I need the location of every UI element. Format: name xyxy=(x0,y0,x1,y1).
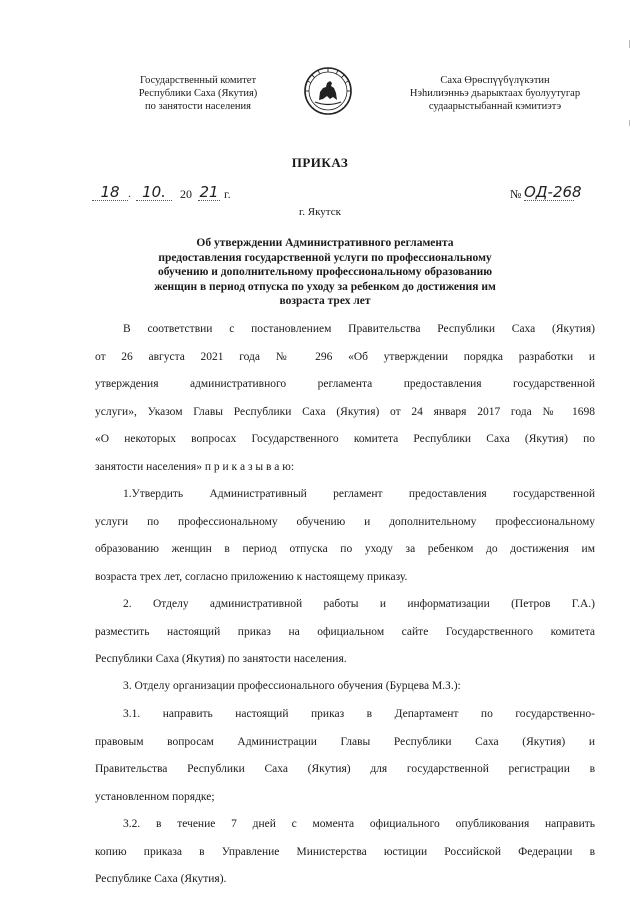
subject-line: предоставления государственной услуги по профессиональному xyxy=(158,251,492,264)
text-line: 1.Утвердить Административный регламент предоставления государственной xyxy=(123,488,595,500)
date-century: 20 xyxy=(180,187,192,201)
subject-line: обучению и дополнительному профессиональному образованию xyxy=(157,266,493,279)
preamble-paragraph xyxy=(95,316,595,481)
text-line: возраста трех лет, согласно приложению к настоящему приказу. xyxy=(95,570,408,583)
scan-edge-mark xyxy=(629,120,630,126)
text-line: 3. Отделу организации профессионального обучения (Бурцева М.З.): xyxy=(123,680,461,692)
item-3-1-paragraph xyxy=(95,701,595,811)
subject-line: женщин в период отпуска по уходу за ребенком до достижения им xyxy=(154,280,496,293)
date-number-line xyxy=(92,183,582,206)
date-year: 21 xyxy=(199,183,219,201)
city-name: г. Якутск xyxy=(299,206,341,218)
item-2-paragraph xyxy=(95,591,595,674)
text-line: В соответствии с постановлением Правительства Республики Саха (Якутия) xyxy=(123,323,595,335)
text-line: образованию женщин в период отпуска по уходу за ребенком до достижения им xyxy=(95,543,595,555)
text-line: «О некоторых вопросах Государственного комитета Республики Саха (Якутия) по xyxy=(95,433,595,445)
text-line: Республике Саха (Якутия). xyxy=(95,873,227,885)
right-organization-name xyxy=(395,74,595,113)
text-line: занятости населения» п р и к а з ы в а ю: xyxy=(95,460,295,473)
text-line: копию приказа в Управление Министерства юстиции Российской Федерации в xyxy=(95,845,595,858)
document-title: ПРИКАЗ xyxy=(291,155,349,170)
org-line: Государственный комитет xyxy=(139,75,257,86)
text-line: Республики Саха (Якутия) по занятости населения. xyxy=(95,653,347,665)
order-number: ОД-268 xyxy=(524,183,582,201)
text-line: разместить настоящий приказ на официальном сайте Государственного комитета xyxy=(95,625,595,638)
subject-line: Об утверждении Административного регламента xyxy=(196,237,454,249)
text-line: от 26 августа 2021 года № 296 «Об утверждении порядка разработки и xyxy=(95,350,595,363)
org-line: судаарыстыбаннай кэмитиэтэ xyxy=(428,101,562,112)
text-line: утверждения административного регламента предоставления государственной xyxy=(95,378,595,390)
text-line: правовым вопросам Администрации Главы Республики Саха (Якутия) и xyxy=(95,735,595,748)
scan-edge-mark xyxy=(629,40,630,48)
order-subject xyxy=(150,236,500,309)
text-line: Правительства Республики Саха (Якутия) для государственной регистрации в xyxy=(95,763,595,775)
subject-line: возраста трех лет xyxy=(279,295,371,308)
date-day: 18 xyxy=(92,184,128,201)
org-line: Нэһилиэнньэ дьарыктаах буолуутугар xyxy=(409,88,581,99)
text-line: 3.1. направить настоящий приказ в Департамент по государственно- xyxy=(123,708,595,720)
date-month: 10. xyxy=(136,184,172,201)
text-line: 3.2. в течение 7 дней с момента официального опубликования направить xyxy=(123,818,595,830)
text-line: услуги», Указом Главы Республики Саха (Якутия) от 24 января 2017 года № 1698 xyxy=(95,405,595,418)
text-line: услуги по профессиональному обучению и дополнительному профессиональному xyxy=(95,515,595,528)
item-1-paragraph xyxy=(95,481,595,591)
item-3-paragraph xyxy=(95,673,595,701)
sakha-coat-of-arms-icon xyxy=(303,66,353,116)
date-suffix: г. xyxy=(224,187,231,201)
text-line: 2. Отделу административной работы и информатизации (Петров Г.А.) xyxy=(123,598,595,610)
org-line: Саха Өрөспүүбүлүкэтин xyxy=(440,75,550,86)
number-sign: № xyxy=(510,187,522,201)
date-separator: . xyxy=(128,186,131,200)
text-line: установленном порядке; xyxy=(95,790,215,803)
org-line: Республики Саха (Якутия) xyxy=(138,88,258,99)
org-line: по занятости населения xyxy=(145,101,251,112)
left-organization-name xyxy=(98,74,298,113)
item-3-2-paragraph xyxy=(95,811,595,894)
